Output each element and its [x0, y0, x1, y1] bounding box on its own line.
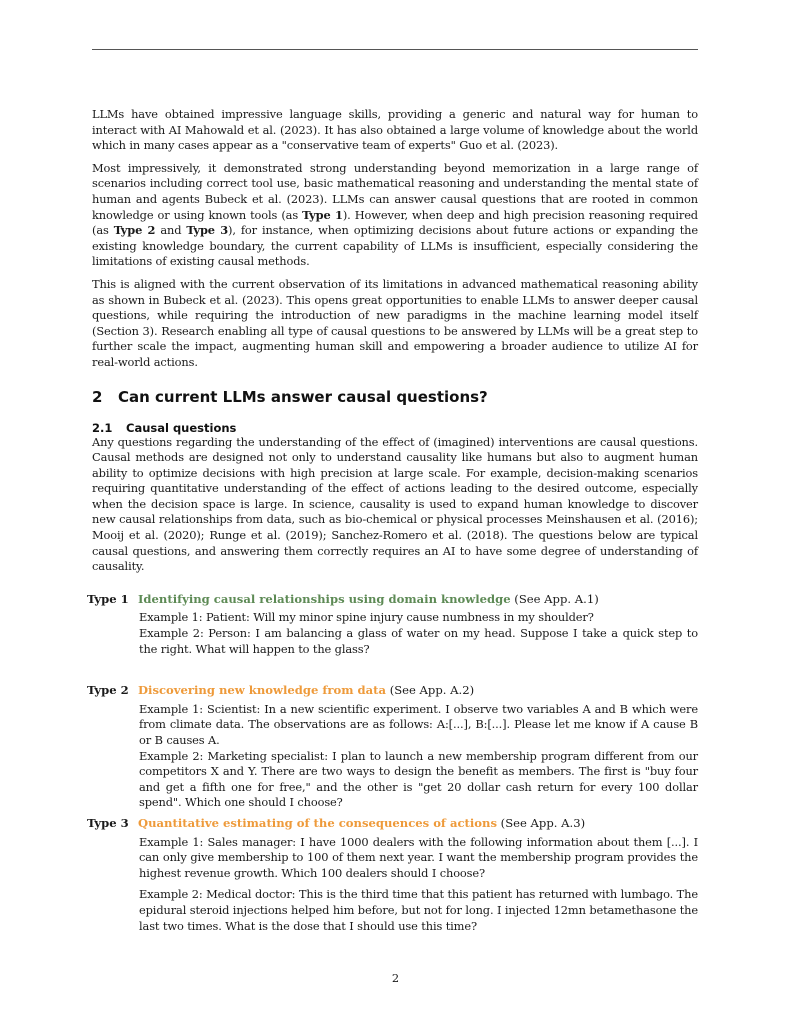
intro-p2-text-a: Most impressively, it demonstrated strong understanding beyond memorization in a large range of scenarios including correct tool use, basic mathematical reasoning and understanding the mental state of human and agents Bubeck et al. (2023). LLMs can answer causal questions that are rooted in common knowledge or using known tools (as — [92, 160, 698, 222]
type-2-heading — [87, 683, 698, 699]
type-3-example-2: Example 2: Medical doctor: This is the third time that this patient has returned with lumbago. The epidural steroid injections helped him before, but not for long. I injected 12mn betamethasone the last two times. What is the dose that I should use this time? — [139, 887, 698, 933]
type-1-examples — [139, 610, 698, 657]
section-heading — [92, 388, 698, 406]
type-3-title: Quantitative estimating of the consequences of actions — [138, 815, 497, 830]
type3-reference: Type 3 — [186, 223, 229, 238]
causal-questions-paragraph: Any questions regarding the understanding of the effect of (imagined) interventions are causal questions. Causal methods are designed not only to understand causality like humans but also to augment human ability to optimize decisions with high precision at large scale. For example, decision-making scenarios requiring quantitative understanding of the effect of actions leading to the desired outcome, especially when the decision space is large. In science, causality is used to expand human knowledge to discover new causal relationships from data, such as bio-chemical or physical processes Meinshausen et al. (2016); Mooij et al. (2020); Runge et al. (2019); Sanchez-Romero et al. (2018). The questions below are typical causal questions, and answering them correctly requires an AI to have some degree of understanding of causality. — [92, 434, 698, 574]
type-1-title: Identifying causal relationships using domain knowledge — [138, 591, 511, 606]
type-3-label: Type 3 — [87, 815, 129, 830]
type-2-block — [87, 683, 698, 811]
type-1-label: Type 1 — [87, 591, 129, 606]
subsection-heading — [92, 421, 698, 435]
type-2-title: Discovering new knowledge from data — [138, 683, 386, 698]
section-title: Can current LLMs answer causal questions? — [118, 387, 488, 406]
type-1-example-1: Example 1: Patient: Will my minor spine injury cause numbness in my shoulder? — [139, 610, 594, 625]
intro-paragraph-2 — [92, 161, 698, 270]
type-1-heading — [87, 592, 698, 608]
type-2-label: Type 2 — [87, 683, 129, 698]
type-2-examples — [139, 702, 698, 811]
type-1-example-2: Example 2: Person: I am balancing a glass of water on my head. Suppose I take a quick step to the right. What will happen to the glass? — [139, 626, 698, 656]
intro-paragraph-3: This is aligned with the current observation of its limitations in advanced mathematical reasoning ability as shown in Bubeck et al. (2023). This opens great opportunities to enable LLMs to answer deeper causal questions, while requiring the introduction of new paradigms in the machine learning model itself (Section 3). Research enabling all type of causal questions to be answered by LLMs will be a great step to further scale the impact, augmenting human skill and empowering a broader audience to utilize AI for real-world actions. — [92, 276, 698, 369]
type-2-example-1: Example 1: Scientist: In a new scientific experiment. I observe two variables A and B which were from climate data. The observations are as follows: A:[...], B:[...]. Please let me know if A cause B or B causes A. — [139, 701, 698, 747]
type-3-appendix-ref: (See App. A.3) — [500, 815, 586, 830]
page-body — [87, 107, 699, 934]
type-2-example-2: Example 2: Marketing specialist: I plan to launch a new membership program different from our competitors X and Y. There are two ways to design the benefit as members. The first is "buy four and get a fifth one for free," and the other is "get 20 dollar cash return for every 100 dollar spend". Which one should I choose? — [139, 748, 698, 810]
subsection-title: Causal questions — [126, 420, 237, 435]
type-3-example-1: Example 1: Sales manager: I have 1000 dealers with the following information about them [...]. I can only give membership to 100 of them next year. I want the membership program provides the highest revenue growth. Which 100 dealers should I choose? — [139, 834, 698, 880]
page-number: 2 — [391, 971, 400, 985]
type-3-heading — [87, 816, 698, 832]
header-rule — [92, 49, 698, 50]
intro-p2-text-c: and — [155, 223, 187, 238]
intro-p2-text-d: ), for instance, when optimizing decisions about future actions or expanding the existing knowledge boundary, the current capability of LLMs is insufficient, especially considering the limitations of existing causal methods. — [92, 223, 699, 269]
type-2-appendix-ref: (See App. A.2) — [389, 683, 475, 698]
intro-p2-text-b: ). However, when deep and high precision reasoning required (as — [92, 207, 698, 238]
type-3-examples — [139, 835, 698, 935]
type1-reference: Type 1 — [302, 207, 343, 222]
subsection-number: 2.1 — [92, 420, 113, 435]
type-1-appendix-ref: (See App. A.1) — [514, 591, 599, 606]
type-3-block — [87, 816, 698, 934]
type-1-block — [87, 592, 698, 657]
intro-paragraph-1: LLMs have obtained impressive language skills, providing a generic and natural way for human to interact with AI Mahowald et al. (2023). It has also obtained a large volume of knowledge about the world which in many cases appear as a "conservative team of experts" Guo et al. (2023). — [92, 107, 698, 153]
section-number: 2 — [92, 387, 103, 406]
type2-reference: Type 2 — [113, 223, 156, 238]
